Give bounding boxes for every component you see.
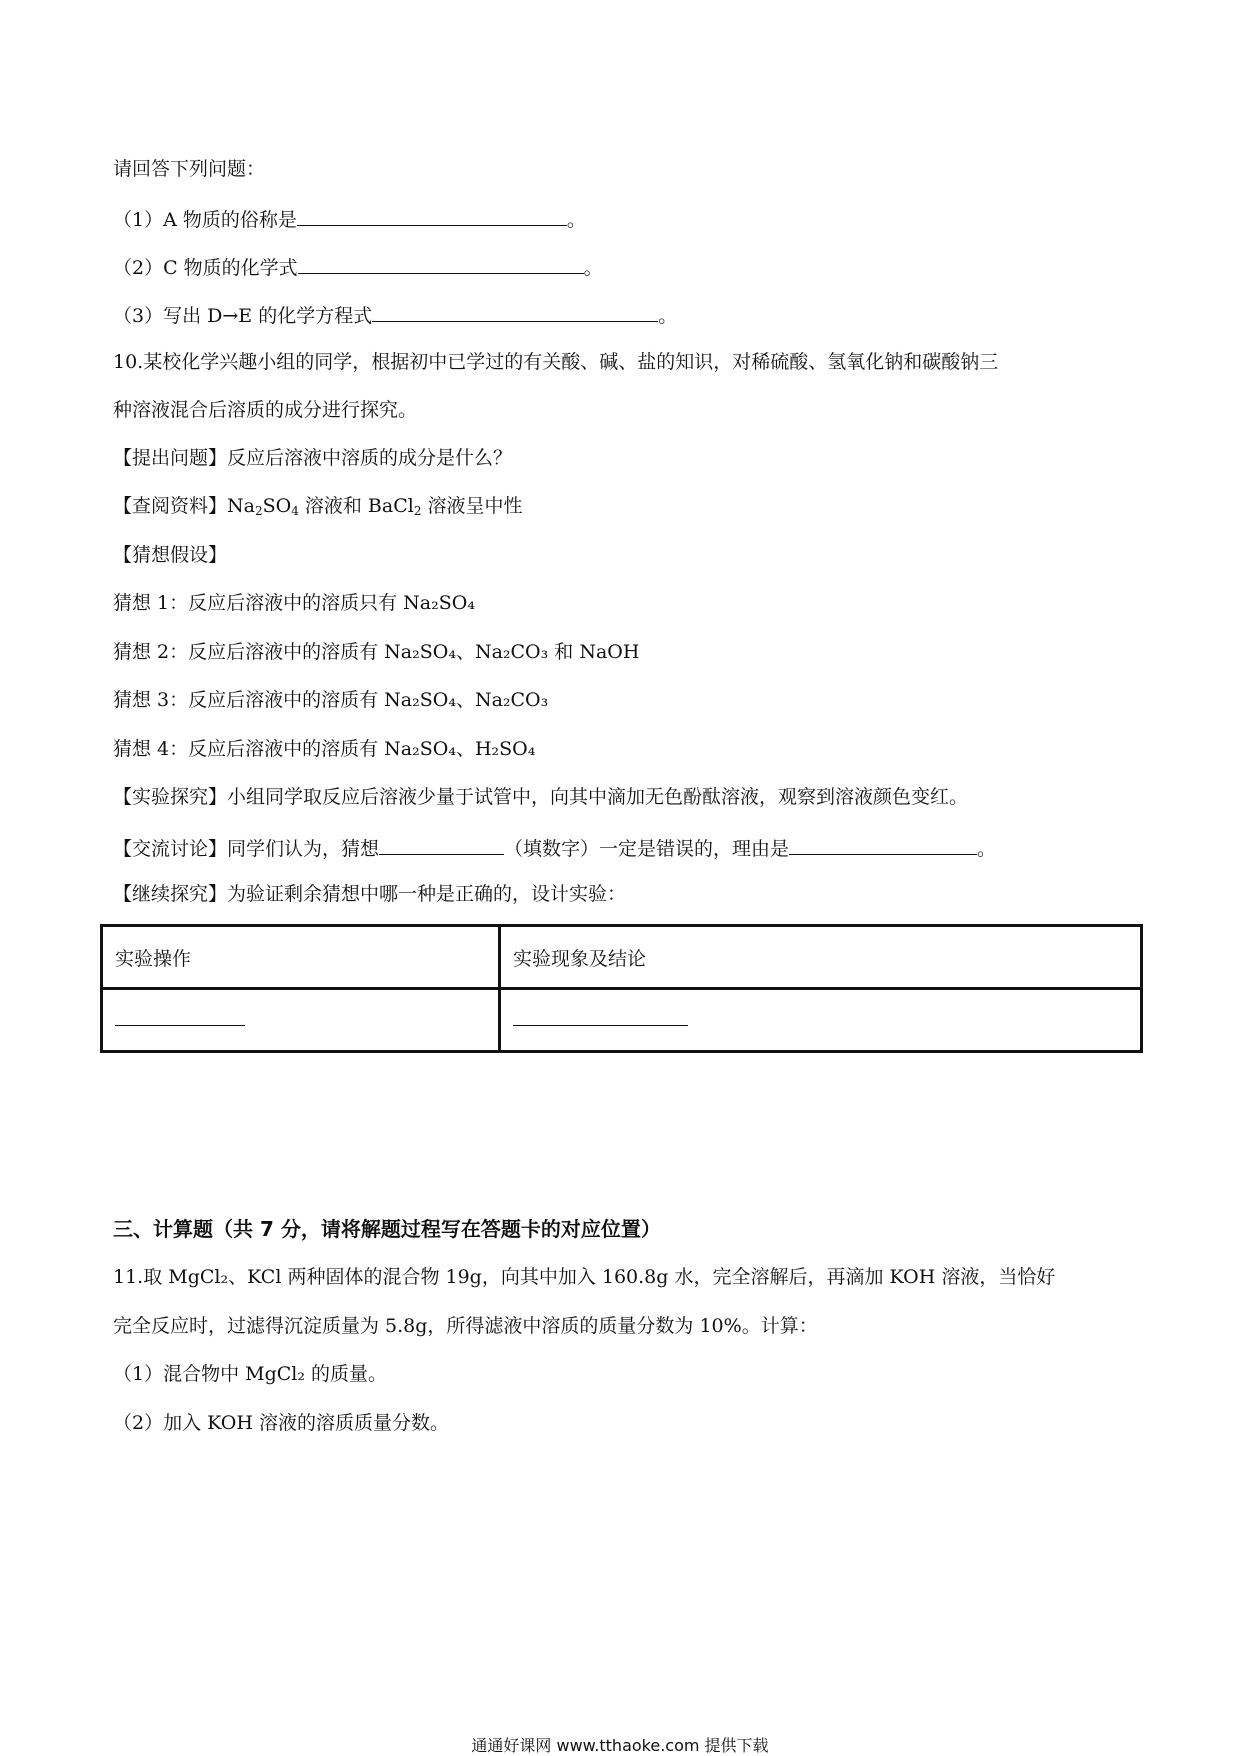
q9-part1-text: （1）A 物质的俗称是	[113, 209, 297, 231]
section3-heading: 三、计算题（共 7 分，请将解题过程写在答题卡的对应位置）	[113, 1217, 661, 1241]
material-tag: 【查阅资料】	[113, 495, 228, 517]
q9-part1-end: 。	[566, 209, 586, 231]
q11-line1: 11.取 MgCl₂、KCl 两种固体的混合物 19g，向其中加入 160.8g 水，完全溶解后，再滴加 KOH 溶液，当恰好	[113, 1266, 1056, 1288]
experiment-table	[100, 924, 1143, 1053]
experiment-tag: 【实验探究】	[113, 786, 228, 808]
q10-hyp1: 猜想 1：反应后溶液中的溶质只有 Na₂SO₄	[113, 592, 475, 614]
q10-material	[113, 494, 523, 518]
q9-part2	[113, 253, 603, 280]
q10-question	[113, 446, 512, 470]
answer-blank[interactable]	[372, 301, 658, 322]
q10-line1: 10.某校化学兴趣小组的同学，根据初中已学过的有关酸、碱、盐的知识，对稀硫酸、氢氧化钠和碳酸钠三	[113, 351, 999, 373]
table-header-operation: 实验操作	[102, 926, 500, 989]
answer-blank[interactable]	[298, 253, 584, 274]
q9-part2-text: （2）C 物质的化学式	[113, 257, 298, 279]
q9-part1	[113, 205, 586, 232]
q10-hyp4: 猜想 4：反应后溶液中的溶质有 Na₂SO₄、H₂SO₄	[113, 738, 536, 760]
q11-part2: （2）加入 KOH 溶液的溶质质量分数。	[113, 1412, 449, 1434]
discussion-text-a: 同学们认为，猜想	[227, 838, 380, 860]
table-header-result: 实验现象及结论	[500, 926, 1142, 989]
continue-tag: 【继续探究】	[113, 883, 228, 905]
material-text: $Na_2SO_4$ 溶液和 BaCl$_2$ 溶液呈中性	[227, 495, 523, 518]
q10-line2: 种溶液混合后溶质的成分进行探究。	[113, 399, 418, 421]
q11-line2: 完全反应时，过滤得沉淀质量为 5.8g，所得滤液中溶质的质量分数为 10%。计算：	[113, 1315, 818, 1337]
discussion-tag: 【交流讨论】	[113, 838, 228, 860]
q9-part2-end: 。	[583, 257, 603, 279]
table-header-row	[102, 926, 1142, 989]
q10-continue	[113, 882, 626, 906]
discussion-text-b: （填数字）一定是错误的，理由是	[504, 838, 790, 860]
answer-blank[interactable]	[297, 205, 567, 226]
table-cell-result[interactable]	[500, 989, 1142, 1052]
q10-hyp3: 猜想 3：反应后溶液中的溶质有 Na₂SO₄、Na₂CO₃	[113, 689, 549, 711]
q10-discussion	[113, 834, 996, 861]
table-row	[102, 989, 1142, 1052]
q9-part3-text: （3）写出 D→E 的化学方程式	[113, 305, 373, 327]
q9-part3	[113, 301, 677, 328]
q10-hyp2: 猜想 2：反应后溶液中的溶质有 Na₂SO₄、Na₂CO₃ 和 NaOH	[113, 641, 640, 663]
question-text: 反应后溶液中溶质的成分是什么？	[227, 447, 513, 469]
q11-part1: （1）混合物中 MgCl₂ 的质量。	[113, 1363, 388, 1385]
answer-blank[interactable]	[513, 1011, 688, 1026]
q10-experiment	[113, 785, 968, 809]
question-tag: 【提出问题】	[113, 447, 228, 469]
answer-blank[interactable]	[789, 834, 977, 855]
answer-blank[interactable]	[379, 834, 504, 855]
q9-intro: 请回答下列问题：	[113, 158, 266, 180]
answer-blank[interactable]	[115, 1011, 245, 1026]
q10-hyp-tag: 【猜想假设】	[113, 544, 228, 566]
experiment-text: 小组同学取反应后溶液少量于试管中，向其中滴加无色酚酞溶液，观察到溶液颜色变红。	[227, 786, 969, 808]
discussion-end: 。	[977, 838, 997, 860]
footer-source: 通通好课网 www.tthaoke.com 提供下载	[471, 1736, 769, 1755]
table-cell-operation[interactable]	[102, 989, 500, 1052]
continue-text: 为验证剩余猜想中哪一种是正确的，设计实验：	[227, 883, 627, 905]
q9-part3-end: 。	[658, 305, 678, 327]
